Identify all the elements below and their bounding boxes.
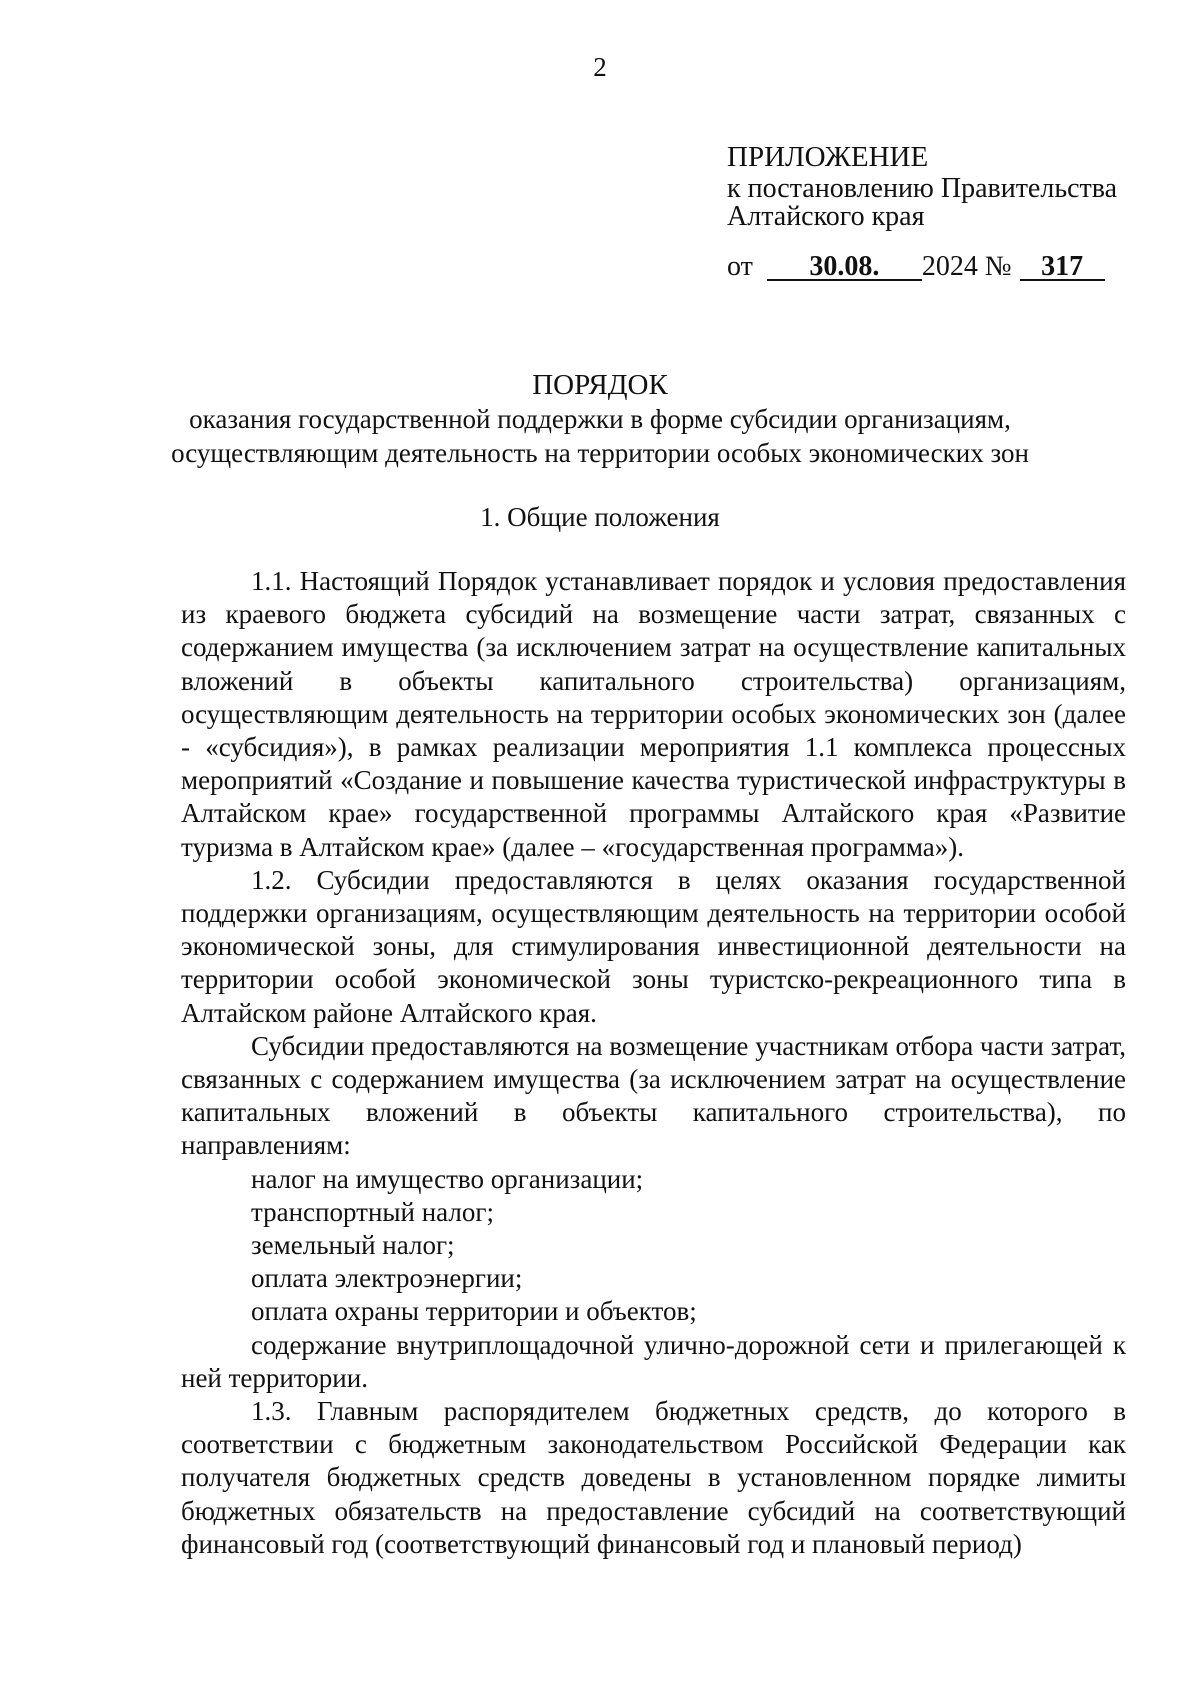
appendix-date-line bbox=[727, 253, 1117, 281]
appendix-block bbox=[727, 143, 1117, 281]
decree-date: 30.08. bbox=[767, 255, 922, 281]
list-item: оплата охраны территории и объектов; bbox=[251, 1296, 697, 1327]
from-label: от bbox=[727, 251, 753, 282]
document-title: ПОРЯДОК bbox=[532, 369, 668, 401]
appendix-line-2: к постановлению Правительства bbox=[727, 173, 1118, 204]
list-item: земельный налог; bbox=[251, 1230, 455, 1261]
paragraph-1-3: 1.3. Главным распорядителем бюджетных средств, до которого в соответствии с бюджетным законодательством Российской Федерации как получателя бюджетных средств доведены в установленном порядке лимиты бюджетных обязательств на предоставление субсидий на соответствующий финансовый год (соответствующий финансовый год и плановый период) bbox=[181, 1396, 1126, 1559]
list-item: транспортный налог; bbox=[251, 1196, 494, 1227]
list-item: оплата электроэнергии; bbox=[251, 1263, 523, 1294]
document-body bbox=[181, 565, 1126, 1561]
appendix-line-3: Алтайского края bbox=[727, 201, 925, 232]
document-subtitle bbox=[0, 402, 1200, 470]
list-item: налог на имущество организации; bbox=[251, 1163, 644, 1194]
paragraph-1-2: 1.2. Субсидии предоставляются в целях оказания государственной поддержки организациям, осуществляющим деятельность на территории особой экономической зоны, для стимулирования инвестиционной деятельности на территории особой экономической зоны туристско-рекреационного типа в Алтайском районе Алтайского края. bbox=[181, 864, 1126, 1028]
decree-number: 317 bbox=[1020, 255, 1105, 281]
page-number: 2 bbox=[593, 52, 607, 82]
section-heading: 1. Общие положения bbox=[480, 502, 720, 532]
list-item: содержание внутриплощадочной улично-дорожной сети и прилегающей к ней территории. bbox=[181, 1329, 1126, 1393]
paragraph-directions: Субсидии предоставляются на возмещение участникам отбора части затрат, связанных с содержанием имущества (за исключением затрат на осуществление капитальных вложений в объекты капитального строительства), по направлениям: bbox=[181, 1030, 1126, 1161]
subtitle-line-1: оказания государственной поддержки в форме субсидии организациям, bbox=[189, 404, 1011, 434]
subtitle-line-2: осуществляющим деятельность на территории особых экономических зон bbox=[171, 438, 1029, 468]
paragraph-1-1: 1.1. Настоящий Порядок устанавливает порядок и условия предоставления из краевого бюджета субсидий на возмещение части затрат, связанных с содержанием имущества (за исключением затрат на осуществление капитальных вложений в объекты капитального строительства) организациям, осуществляющим деятельность на территории особых экономических зон (далее - «субсидия»), в рамках реализации мероприятия 1.1 комплекса процессных мероприятий «Создание и повышение качества туристической инфраструктуры в Алтайском крае» государственной программы Алтайского края «Развитие туризма в Алтайском крае» (далее – «государственная программа»). bbox=[181, 566, 1126, 862]
appendix-title: ПРИЛОЖЕНИЕ bbox=[727, 141, 929, 173]
decree-year: 2024 № bbox=[921, 251, 1012, 282]
